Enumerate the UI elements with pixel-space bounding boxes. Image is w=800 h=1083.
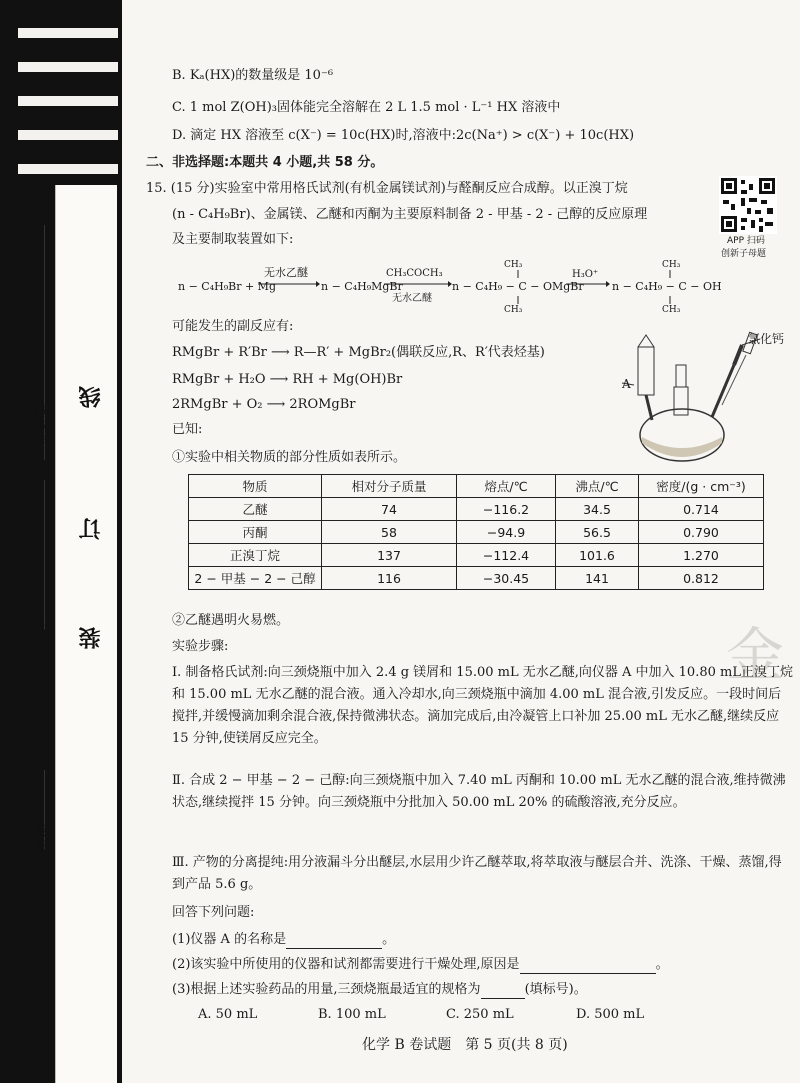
class-label: 班级 [32, 822, 50, 852]
q15-intro-line3: 及主要制取装置如下: [172, 232, 294, 247]
cell: 56.5 [556, 521, 639, 544]
rxn-arrow-1 [258, 279, 320, 289]
watermark: 金 [726, 621, 785, 689]
exam-number-label: 考生号 [32, 400, 50, 445]
rxn-condition-3: H₃O⁺ [572, 269, 599, 280]
answer-blank-3[interactable] [481, 981, 525, 999]
cell: 34.5 [556, 498, 639, 521]
option-c: C. 250 mL [446, 1007, 514, 1022]
qr-code[interactable] [719, 176, 777, 234]
rxn-condition-2-bottom: 无水乙醚 [392, 293, 432, 304]
rxn-product-3: n − C₄H₉ − C − OH [612, 280, 722, 293]
sub-question-1-text: (1)仪器 A 的名称是 [172, 932, 287, 947]
line-label: 线 [79, 386, 104, 408]
page-footer: 化学 B 卷试题 第 5 页(共 8 页) [362, 1037, 568, 1053]
header-melting-point: 熔点/℃ [457, 475, 556, 498]
steps-title: 实验步骤: [172, 639, 229, 654]
cell: 0.714 [639, 498, 764, 521]
q15-intro-line1: 15. (15 分)实验室中常用格氏试剂(有机金属镁试剂)与醛酮反应合成醇。以正溴丁烷 [146, 181, 628, 196]
pack-label: 装 [79, 627, 104, 649]
side-reaction-1: RMgBr + R′Br ⟶ R—R′ + MgBr₂(偶联反应,R、R′代表烃基) [172, 345, 545, 360]
q15-intro-line2: (n - C₄H₉Br)、金属镁、乙醚和丙酮为主要原料制备 2 - 甲基 - 2 - 己醇的反应原理 [172, 207, 648, 222]
table-header-row [189, 475, 764, 498]
cell: 0.790 [639, 521, 764, 544]
step-2: Ⅱ. 合成 2 − 甲基 − 2 − 己醇:向三颈烧瓶中加入 7.40 mL 丙酮和 10.00 mL 无水乙醚的混合液,维持微沸状态,继续搅拌 15 分钟。向三颈烧瓶中分批加入 50.00 mL 20% 的硫酸溶液,充分反应。 [172, 773, 786, 810]
cell: 0.812 [639, 567, 764, 590]
rxn-product-1: n − C₄H₉MgBr [321, 280, 403, 293]
section-heading: 二、非选择题:本题共 4 小题,共 58 分。 [146, 155, 384, 170]
header-substance: 物质 [189, 475, 322, 498]
apparatus-label-a: A [622, 377, 631, 391]
qr-code-icon [719, 176, 777, 234]
sub-question-3 [172, 981, 587, 999]
rxn-methyl-top-2: CH₃ [662, 260, 681, 270]
stripe [18, 96, 118, 106]
table-row [189, 498, 764, 521]
cell: 1.270 [639, 544, 764, 567]
known-item-1: ①实验中相关物质的部分性质如表所示。 [172, 450, 407, 465]
header-boiling-point: 沸点/℃ [556, 475, 639, 498]
cell: 137 [322, 544, 457, 567]
rxn-arrow-3 [566, 279, 610, 289]
stripe [18, 164, 118, 174]
side-reactions-title: 可能发生的副反应有: [172, 319, 294, 334]
rxn-methyl-bottom-1: CH₃ [504, 305, 523, 315]
sub-question-2 [172, 956, 669, 974]
cell: 141 [556, 567, 639, 590]
name-label: 姓名 [32, 620, 50, 650]
option-d: D. 500 mL [576, 1007, 645, 1022]
table-row [189, 521, 764, 544]
name-line [44, 480, 45, 630]
known-label: 已知: [172, 422, 203, 437]
cell: −112.4 [457, 544, 556, 567]
sub-question-2-period: 。 [655, 957, 669, 972]
cell: 正溴丁烷 [189, 544, 322, 567]
properties-table [188, 474, 764, 590]
sub-question-1 [172, 931, 395, 949]
step-3: Ⅲ. 产物的分离提纯:用分液漏斗分出醚层,水层用少许乙醚萃取,将萃取液与醚层合并、洗涤、干燥、蒸馏,得到产品 5.6 g。 [172, 855, 782, 892]
apparatus-label-calcium-chloride: 氯化钙 [748, 332, 785, 346]
table-row [189, 567, 764, 590]
known-item-2: ②乙醚遇明火易燃。 [172, 613, 290, 628]
sub-question-1-period: 。 [382, 932, 396, 947]
header-molar-mass: 相对分子质量 [322, 475, 457, 498]
table-row [189, 544, 764, 567]
sub-question-3-tail: (填标号)。 [524, 982, 587, 997]
answer-blank-1[interactable] [286, 931, 382, 949]
rxn-methyl-bottom-2: CH₃ [662, 305, 681, 315]
rxn-product-2: n − C₄H₉ − C − OMgBr [452, 280, 584, 293]
cell: −116.2 [457, 498, 556, 521]
qr-caption-1: APP 扫码 [727, 236, 765, 246]
stripe [18, 28, 118, 38]
option-a: A. 50 mL [198, 1007, 258, 1022]
binding-edge [55, 185, 56, 1083]
cell: 2 − 甲基 − 2 − 己醇 [189, 567, 322, 590]
binding-label: 订 [79, 518, 104, 540]
rxn-condition-1: 无水乙醚 [264, 266, 308, 279]
cell: −94.9 [457, 521, 556, 544]
qr-caption-2: 创新子母题 [721, 249, 767, 259]
rxn-arrow-2 [384, 279, 452, 289]
side-reaction-2: RMgBr + H₂O ⟶ RH + Mg(OH)Br [172, 372, 403, 387]
cell: 丙酮 [189, 521, 322, 544]
cell: −30.45 [457, 567, 556, 590]
rxn-bond-2 [668, 270, 672, 308]
choice-b: B. Kₐ(HX)的数量级是 10⁻⁶ [172, 68, 334, 83]
stripe [18, 62, 118, 72]
sub-question-3-text: (3)根据上述实验药品的用量,三颈烧瓶最适宜的规格为 [172, 982, 481, 997]
rxn-condition-2-top: CH₃COCH₃ [386, 268, 443, 279]
answer-blank-2[interactable] [520, 956, 656, 974]
option-b: B. 100 mL [318, 1007, 386, 1022]
step-1: Ⅰ. 制备格氏试剂:向三颈烧瓶中加入 2.4 g 镁屑和 15.00 mL 无水乙醚,向仪器 A 中加入 10.80 mL正溴丁烷和 15.00 mL 无水乙醚的混合液。通入冷却水,向三颈烧瓶中滴加 4.00 mL 混合液,引发反应。一段时间后搅拌,并缓慢滴加剩余混合液,保持微沸状态。滴加完成后,由冷凝管上口补加 25.00 mL 无水乙醚,继续反应 15 分钟,使镁屑反应完全。 [172, 665, 793, 746]
cell: 101.6 [556, 544, 639, 567]
side-reaction-3: 2RMgBr + O₂ ⟶ 2ROMgBr [172, 397, 356, 412]
header-density: 密度/(g · cm⁻³) [639, 475, 764, 498]
sub-question-2-text: (2)该实验中所使用的仪器和试剂都需要进行干燥处理,原因是 [172, 957, 520, 972]
rxn-methyl-top-1: CH₃ [504, 260, 523, 270]
choice-c: C. 1 mol Z(OH)₃固体能完全溶解在 2 L 1.5 mol · L⁻¹ HX 溶液中 [172, 100, 561, 115]
cell: 乙醚 [189, 498, 322, 521]
answer-title: 回答下列问题: [172, 905, 255, 920]
rxn-bond-1 [516, 270, 520, 308]
cell: 74 [322, 498, 457, 521]
cell: 116 [322, 567, 457, 590]
cell: 58 [322, 521, 457, 544]
rxn-reactant: n − C₄H₉Br + Mg [178, 280, 276, 293]
stripe [18, 130, 118, 140]
choice-d: D. 滴定 HX 溶液至 c(X⁻) = 10c(HX)时,溶液中:2c(Na⁺) > c(X⁻) + 10c(HX) [172, 128, 635, 143]
